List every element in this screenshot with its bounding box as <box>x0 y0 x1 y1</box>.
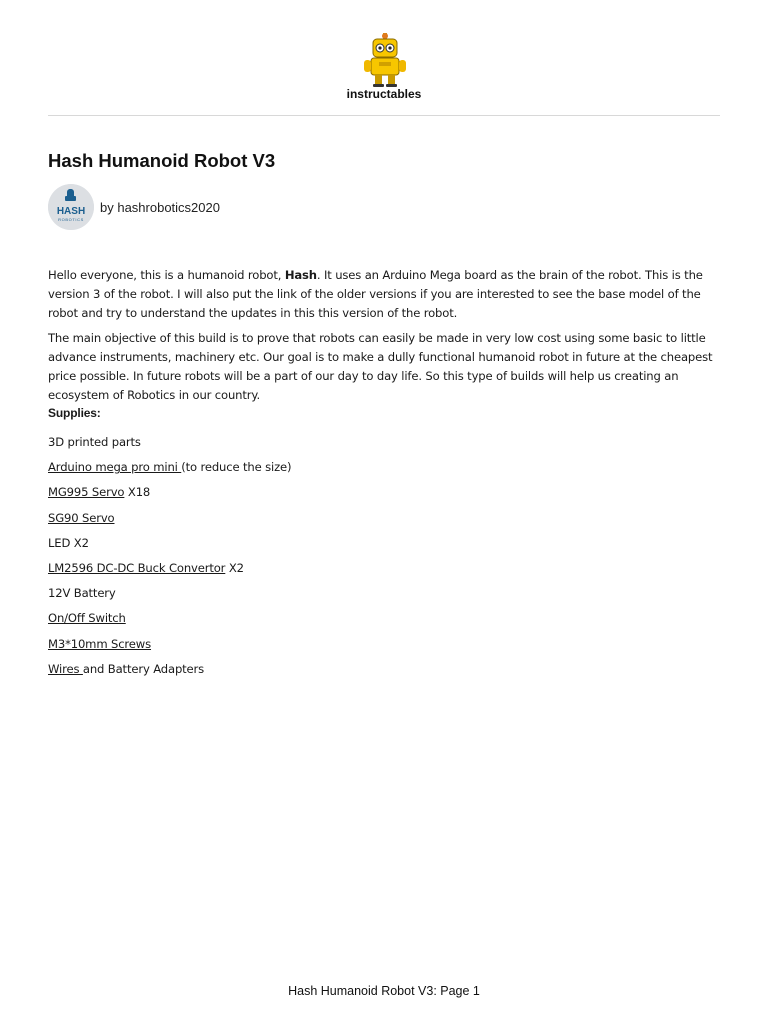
supply-item-text: (to reduce the size) <box>181 460 292 475</box>
brand-name[interactable]: instructables <box>346 87 422 101</box>
instructables-robot-logo-icon[interactable] <box>362 33 408 87</box>
avatar-hash-text: HASH <box>56 206 86 217</box>
page-title: Hash Humanoid Robot V3 <box>48 150 276 171</box>
page-footer: Hash Humanoid Robot V3: Page 1 <box>288 984 480 998</box>
page-header <box>0 0 768 115</box>
supply-item <box>48 609 724 634</box>
supplies-heading: Supplies: <box>48 406 101 420</box>
supply-link-m3-screws[interactable]: M3*10mm Screws <box>48 636 152 651</box>
intro-text-pre: Hello everyone, this is a humanoid robot, <box>48 268 285 282</box>
supplies-list <box>48 433 724 685</box>
supply-item-text: 3D printed parts <box>48 435 141 449</box>
supply-link-wires[interactable]: Wires <box>48 661 83 676</box>
supply-item-text: LED X2 <box>48 535 89 550</box>
supply-link-lm2596-buck-convertor[interactable]: LM2596 DC-DC Buck Convertor <box>48 560 226 575</box>
author-byline[interactable]: by hashrobotics2020 <box>100 200 220 215</box>
supply-item <box>48 534 724 559</box>
supply-link-arduino-mega-pro-mini[interactable]: Arduino mega pro mini <box>48 460 182 475</box>
article-body <box>48 266 724 685</box>
supply-item <box>48 458 724 483</box>
supply-link-sg90-servo[interactable]: SG90 Servo <box>48 510 115 525</box>
supply-item <box>48 559 724 584</box>
supply-item-text: 12V Battery <box>48 586 116 601</box>
intro-paragraph <box>48 266 724 323</box>
header-divider <box>48 115 720 116</box>
author-avatar[interactable] <box>48 184 94 230</box>
supply-link-mg995-servo[interactable]: MG995 Servo <box>48 485 125 500</box>
supply-item <box>48 584 724 609</box>
supply-link-on-off-switch[interactable]: On/Off Switch <box>48 611 126 626</box>
supply-item <box>48 483 724 508</box>
objective-paragraph: The main objective of this build is to prove that robots can easily be made in very low cost using some basic to little advance instruments, machinery etc. Our goal is to make a dully functional humanoid robot in future at the cheapest price possible. In future robots will be a part of our day to day life. So this type of builds will help us creating an ecosystem of Robotics in our country. <box>48 331 713 402</box>
supply-item <box>48 660 724 685</box>
supply-item <box>48 433 724 458</box>
author-avatar-logo-icon <box>48 184 94 230</box>
supply-item-text: X2 <box>225 560 244 575</box>
supply-item-text: X18 <box>124 485 151 500</box>
intro-text-bold: Hash <box>284 268 317 282</box>
supply-item-text: and Battery Adapters <box>82 661 205 676</box>
avatar-robotics-text: ROBOTICS <box>58 217 84 222</box>
intro-text-post: . It uses an Arduino Mega board as the brain of the robot. This is the version 3 of the robot. I will also put the link of the older versions if you are interested to see the base model of the robot and try to understand the updates in this this version of the robot. <box>48 268 703 320</box>
supply-item <box>48 509 724 534</box>
supply-item <box>48 635 724 660</box>
